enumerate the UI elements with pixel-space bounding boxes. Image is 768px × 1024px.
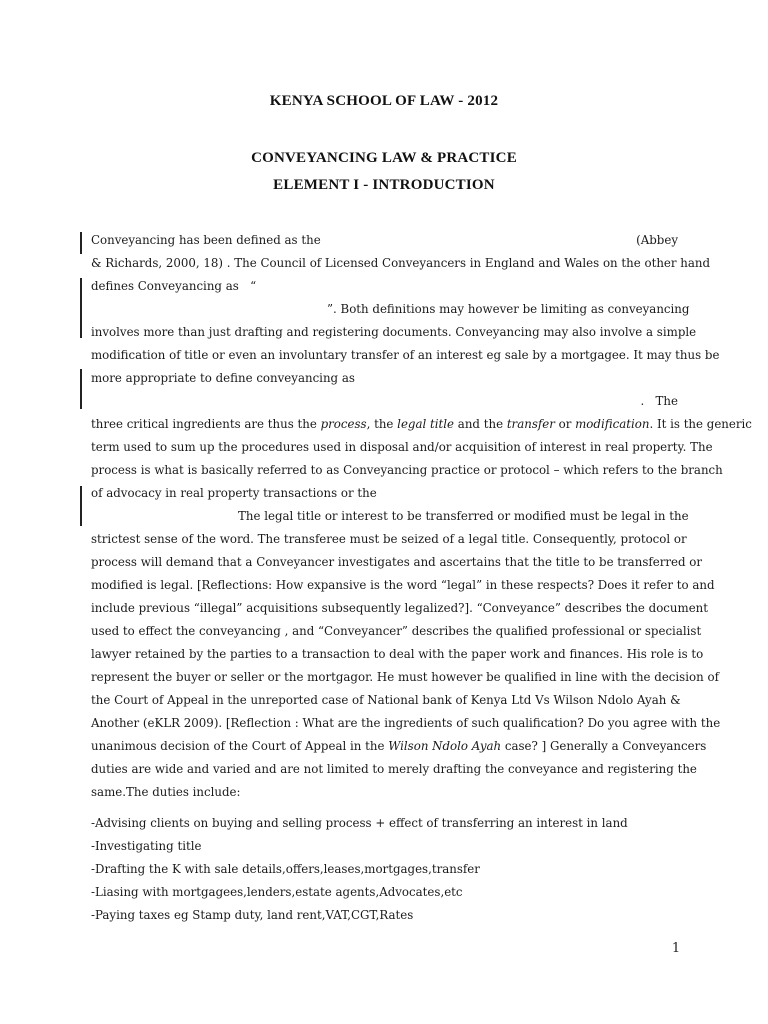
duty-list-item: -Liasing with mortgagees,lenders,estate agents,Advocates,etc [91,885,463,899]
paragraph-line: the Court of Appeal in the unreported case of National bank of Kenya Ltd Vs Wilson Ndolo Ayah & [91,693,681,707]
duty-list-item: -Paying taxes eg Stamp duty, land rent,VAT,CGT,Rates [91,908,414,922]
paragraph-line: involves more than just drafting and registering documents. Conveyancing may also involve a simple [91,325,697,339]
paragraph-line: & Richards, 2000, 18) . The Council of Licensed Conveyancers in England and Wales on the other hand [91,256,711,270]
paragraph-line: Another (eKLR 2009). [Reflection : What are the ingredients of such qualification? Do you agree with the [91,716,721,730]
paragraph-line: The legal title or interest to be transferred or modified must be legal in the [238,509,689,523]
revision-bar [80,278,82,338]
element-heading: ELEMENT I - INTRODUCTION [273,177,495,193]
paragraph-line: used to effect the conveyancing , and “Conveyancer” describes the qualified professional or specialist [91,624,702,638]
paragraph-line: duties are wide and varied and are not limited to merely drafting the conveyance and registering the [91,762,697,776]
paragraph-line: process is what is basically referred to as Conveyancing practice or protocol – which refers to the branch [91,463,723,477]
paragraph-line: include previous “illegal” acquisitions subsequently legalized?]. “Conveyance” describes the document [91,601,709,615]
paragraph-line: modification of title or even an involuntary transfer of an interest eg sale by a mortgagee. It may thus be [91,348,720,362]
paragraph-line: modified is legal. [Reflections: How expansive is the word “legal” in these respects? Does it refer to and [91,578,715,592]
paragraph-line: . The [640,394,678,408]
paragraph-line: of advocacy in real property transactions or the [91,486,377,500]
paragraph-line: term used to sum up the procedures used in disposal and/or acquisition of interest in real property. The [91,440,713,454]
paragraph-line: represent the buyer or seller or the mortgagor. He must however be qualified in line with the decision of [91,670,719,684]
paragraph-line: process will demand that a Conveyancer investigates and ascertains that the title to be transferred or [91,555,703,569]
paragraph-line: lawyer retained by the parties to a transaction to deal with the paper work and finances. His role is to [91,647,704,661]
revision-bar [80,232,82,254]
duty-list-item: -Drafting the K with sale details,offers,leases,mortgages,transfer [91,862,480,876]
revision-bar [80,369,82,409]
duty-list-item: -Advising clients on buying and selling process + effect of transferring an interest in land [91,816,628,830]
page-number: 1 [671,941,681,956]
paragraph-line: three critical ingredients are thus the process, the legal title and the transfer or modification. It is the generic [91,417,752,431]
paragraph-line: unanimous decision of the Court of Appeal in the Wilson Ndolo Ayah case? ] Generally a Conveyancers [91,739,707,753]
paragraph-line: more appropriate to define conveyancing as [91,371,355,385]
paragraph-line: same.The duties include: [91,785,241,799]
paragraph-line: ”. Both definitions may however be limiting as conveyancing [327,302,690,316]
school-heading: KENYA SCHOOL OF LAW - 2012 [269,93,499,109]
paragraph-line: strictest sense of the word. The transferee must be seized of a legal title. Consequently, protocol or [91,532,687,546]
revision-bar [80,486,82,526]
paragraph-line: Conveyancing has been defined as the (Abbey [91,233,678,247]
duty-list-item: -Investigating title [91,839,202,853]
paragraph-line: defines Conveyancing as “ [91,279,257,293]
course-heading: CONVEYANCING LAW & PRACTICE [251,150,517,166]
